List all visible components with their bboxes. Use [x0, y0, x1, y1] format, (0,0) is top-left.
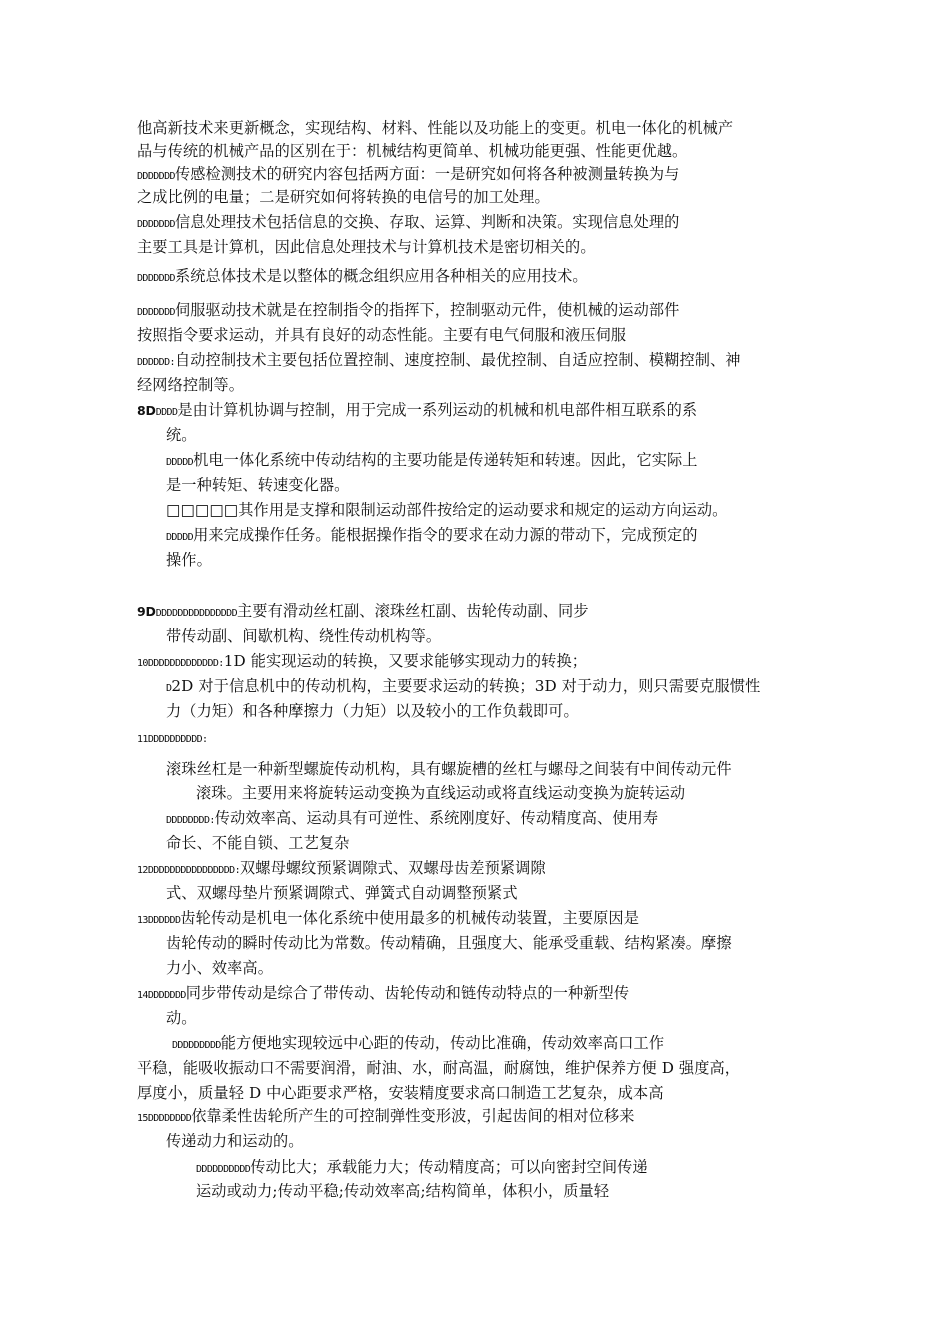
text-line: 平稳，能吸收振动口不需要润滑，耐油、水，耐高温，耐腐蚀，维护保养方便 D 强度高，	[137, 1059, 741, 1077]
garbled-prefix: DDDDDDDD:	[166, 815, 215, 826]
text-line: 齿轮传动的瞬时传动比为常数。传动精确，且强度大、能承受重载、结构紧凑。摩擦	[166, 934, 732, 952]
text-line: 按照指令要求运动，并具有良好的动态性能。主要有电气伺服和液压伺服	[137, 326, 627, 344]
text-line: 力小、效率高。	[166, 959, 274, 977]
text-line: DDDDD用来完成操作任务。能根据操作指令的要求在动力源的带动下，完成预定的	[166, 526, 698, 544]
text-line: 操作。	[166, 551, 212, 569]
text-line: DDDDDDD系统总体技术是以整体的概念组织应用各种相关的应用技术。	[137, 267, 588, 285]
text-line: 式、双螺母垫片预紧调隙式、弹簧式自动调整预紧式	[166, 884, 518, 902]
text-line: 12DDDDDDDDDDDDDDDD:双螺母螺纹预紧调隙式、双螺母齿差预紧调隙	[137, 859, 546, 877]
text-line: 运动或动力;传动平稳;传动效率高;结构简单，体积小，质量轻	[196, 1182, 610, 1200]
garbled-prefix: 15DDDDDDDD	[137, 1113, 192, 1124]
text-line	[137, 727, 207, 750]
garbled-prefix: D	[166, 683, 172, 694]
text-line: DDDDDDDDD能方便地实现较远中心距的传动，传动比准确，传动效率高口工作	[172, 1034, 665, 1052]
garbled-prefix: DDDDDDDDDDDDDDD	[155, 608, 237, 619]
text-line: DDDDDDDD:传动效率高、运动具有可逆性、系统刚度好、传动精度高、使用寿	[166, 809, 659, 827]
garbled-prefix: 12DDDDDDDDDDDDDDDD:	[137, 865, 240, 876]
text-line: 经网络控制等。	[137, 376, 245, 394]
garbled-prefix: DDDDDDDDDD	[196, 1164, 251, 1175]
garbled-prefix: 14DDDDDDD	[137, 990, 186, 1001]
text-line: 命长、不能自锁、工艺复杂	[166, 834, 350, 852]
text-line: 之成比例的电量；二是研究如何将转换的电信号的加工处理。	[137, 188, 550, 206]
text-line: DDDDDDD信息处理技术包括信息的交换、存取、运算、判断和决策。实现信息处理的	[137, 213, 680, 231]
text-line: DDDDDDD伺服驱动技术就是在控制指令的指挥下，控制驱动元件，使机械的运动部件	[137, 301, 680, 319]
text-line: 滚珠丝杠是一种新型螺旋传动机构，具有螺旋槽的丝杠与螺母之间装有中间传动元件	[166, 760, 732, 778]
garbled-prefix: DDDDDDD	[137, 273, 175, 284]
item-number: 8D	[137, 403, 156, 418]
garbled-prefix: DDDDDDDDD	[172, 1040, 221, 1051]
text-line: 统。	[166, 426, 197, 444]
text-line: 14DDDDDDD同步带传动是综合了带传动、齿轮传动和链传动特点的一种新型传	[137, 984, 630, 1002]
garbled-prefix: DDDDDD:	[137, 357, 175, 368]
text-line: 15DDDDDDDD依靠柔性齿轮所产生的可控制弹性变形波，引起齿间的相对位移来	[137, 1107, 635, 1125]
text-line: □□□□□其作用是支撑和限制运动部件按给定的运动要求和规定的运动方向运动。	[166, 501, 728, 519]
garbled-prefix: DDDDD	[166, 532, 194, 543]
garbled-prefix: DDDDDDD	[137, 171, 175, 182]
garbled-prefix: 13DDDDDD	[137, 915, 181, 926]
text-line: 8DDDDD是由计算机协调与控制，用于完成一系列运动的机械和机电部件相互联系的系	[137, 401, 698, 419]
text-line: 动。	[166, 1009, 197, 1027]
text-line: 厚度小，质量轻 D 中心距要求严格，安装精度要求高口制造工艺复杂，成本高	[137, 1084, 664, 1102]
text-line: DDDDDDDDDD传动比大；承载能力大；传动精度高；可以向密封空间传递	[196, 1158, 648, 1176]
text-line: 带传动副、间歇机构、绕性传动机构等。	[166, 627, 442, 645]
text-line: 他高新技术来更新概念，实现结构、材料、性能以及功能上的变更。机电一体化的机械产	[137, 119, 734, 137]
text-line: 9DDDDDDDDDDDDDDDD主要有滑动丝杠副、滚珠丝杠副、齿轮传动副、同步	[137, 602, 589, 620]
text-line: DDDDDD:自动控制技术主要包括位置控制、速度控制、最优控制、自适应控制、模糊控制、神	[137, 351, 741, 369]
garbled-prefix: 10DDDDDDDDDDDDD:	[137, 658, 224, 669]
garbled-prefix: DDDDDDD	[137, 307, 175, 318]
text-line: 传递动力和运动的。	[166, 1132, 304, 1150]
text-line: DDDDDDD传感检测技术的研究内容包括两方面：一是研究如何将各种被测量转换为与	[137, 165, 680, 183]
text-line: 力（力矩）和各种摩擦力（力矩）以及较小的工作负载即可。	[166, 702, 579, 720]
text-line: 品与传统的机械产品的区别在于：机械结构更简单、机械功能更强、性能更优越。	[137, 142, 688, 160]
text-line: 滚珠。主要用来将旋转运动变换为直线运动或将直线运动变换为旋转运动	[196, 784, 686, 802]
garbled-prefix: DDDDD	[166, 457, 194, 468]
text-line: 是一种转矩、转速变化器。	[166, 476, 350, 494]
text-line: 10DDDDDDDDDDDDD:1D 能实现运动的转换，又要求能够实现动力的转换；	[137, 652, 588, 670]
garbled-prefix: DDDDDDD	[137, 219, 175, 230]
garbled-prefix: DDDD	[155, 407, 178, 418]
item-number: 9D	[137, 604, 156, 619]
text-line: 13DDDDDD齿轮传动是机电一体化系统中使用最多的机械传动装置，主要原因是	[137, 909, 639, 927]
garbled-prefix: 11DDDDDDDDDD:	[137, 734, 208, 745]
text-line: D2D 对于信息机中的传动机构，主要要求运动的转换；3D 对于动力，则只需要克服惯性	[166, 677, 761, 695]
text-line: DDDDD机电一体化系统中传动结构的主要功能是传递转矩和转速。因此，它实际上	[166, 451, 698, 469]
text-line: 主要工具是计算机，因此信息处理技术与计算机技术是密切相关的。	[137, 238, 596, 256]
